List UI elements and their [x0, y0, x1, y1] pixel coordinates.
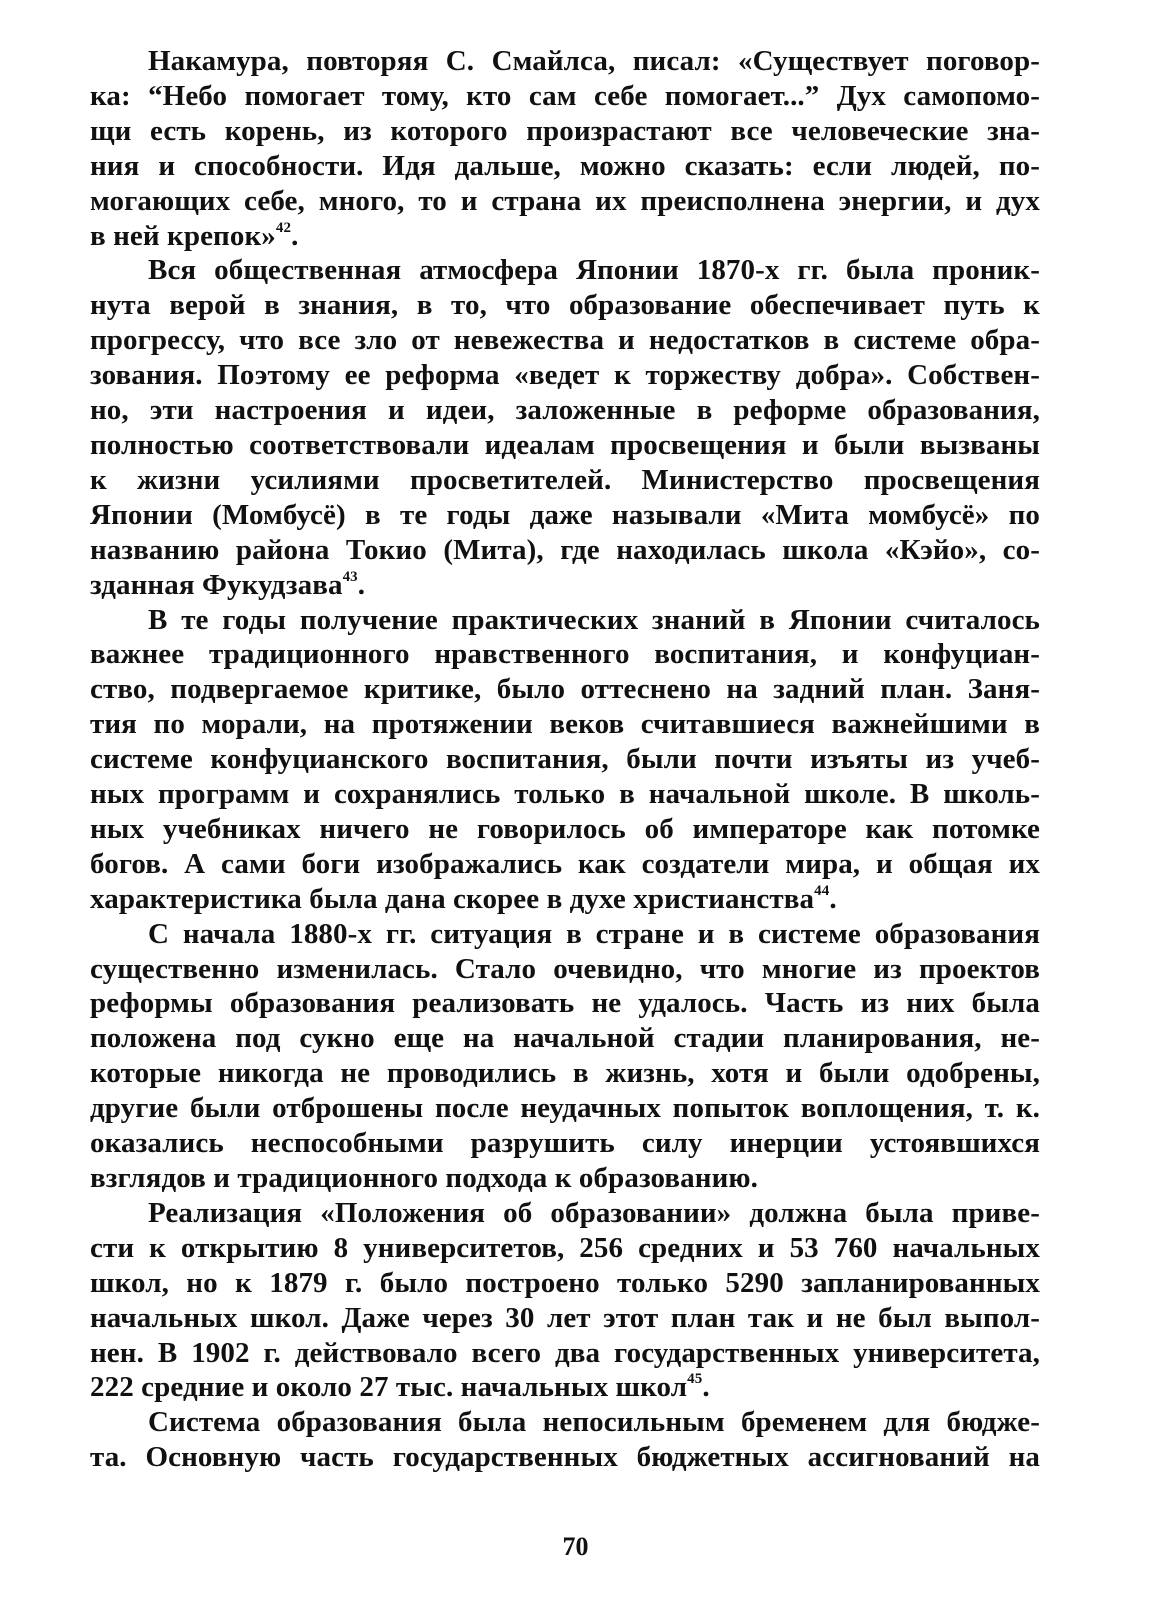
- text-line: [90, 358, 1040, 393]
- line-text: другие были отброшены после неудачных попыток воплощения, т. к.: [90, 1092, 1040, 1125]
- text-line: [90, 986, 1040, 1021]
- footnote-marker: 44: [814, 882, 830, 899]
- line-text: начальных школ. Даже через 30 лет этот план так и не был выпол-: [90, 1301, 1040, 1334]
- text-line: [90, 917, 1040, 952]
- text-line: [90, 1196, 1040, 1231]
- text-line: [90, 707, 1040, 742]
- text-line: [90, 184, 1040, 219]
- text-line: [90, 742, 1040, 777]
- line-text: школ, но к 1879 г. было построено только 5290 запланированных: [90, 1266, 1040, 1299]
- text-line: [90, 1056, 1040, 1091]
- line-text: Вся общественная атмосфера Японии 1870-х гг. была проник-: [148, 254, 1040, 287]
- line-text: богов. А сами боги изображались как создатели мира, и общая их: [90, 847, 1040, 880]
- line-text: полностью соответствовали идеалам просвещения и были вызваны: [90, 428, 1040, 461]
- line-text: зования. Поэтому ее реформа «ведет к торжеству добра». Собствен-: [90, 359, 1040, 392]
- text-line: [90, 672, 1040, 707]
- text-line: [90, 463, 1040, 498]
- line-text: тия по морали, на протяжении веков считавшиеся важнейшими в: [90, 708, 1040, 741]
- paragraph: [90, 1196, 1040, 1405]
- text-line: [90, 79, 1040, 114]
- line-text: названию района Токио (Мита), где находилась школа «Кэйо», со-: [90, 533, 1040, 566]
- line-text: Система образования была непосильным бременем для бюдже-: [148, 1406, 1040, 1439]
- text-line: [90, 1405, 1040, 1440]
- line-text: нен. В 1902 г. действовало всего два государственных университета,: [90, 1336, 1040, 1369]
- text-line: [90, 1301, 1040, 1336]
- line-text: ство, подвергаемое критике, было оттеснено на задний план. Заня-: [90, 673, 1040, 706]
- text-line: [90, 114, 1040, 149]
- text-line: [90, 1266, 1040, 1301]
- text-line: [90, 498, 1040, 533]
- line-tail: .: [291, 219, 299, 252]
- text-line: [90, 603, 1040, 638]
- text-line: [90, 1021, 1040, 1056]
- page-number: 70: [562, 1532, 589, 1561]
- line-text: Реализация «Положения об образовании» должна была приве-: [148, 1196, 1040, 1229]
- line-text: характеристика была дана скорее в духе христианства: [90, 882, 815, 915]
- line-text: Накамура, повторяя С. Смайлса, писал: «Существует поговор-: [148, 45, 1040, 77]
- line-text: щи есть корень, из которого произрастают все человеческие зна-: [90, 114, 1040, 147]
- text-line: [90, 1336, 1040, 1371]
- text-line: [90, 1126, 1040, 1161]
- line-text: положена под сукно еще на начальной стадии планирования, не-: [90, 1022, 1040, 1055]
- line-text: которые никогда не проводились в жизнь, хотя и были одобрены,: [90, 1057, 1040, 1090]
- line-text: Японии (Момбусё) в те годы даже называли «Мита момбусё» по: [90, 498, 1040, 531]
- text-line: [90, 149, 1040, 184]
- page-body: [90, 44, 1040, 1475]
- paragraph: [90, 44, 1040, 253]
- text-line: [90, 568, 1040, 603]
- text-line: [90, 882, 1040, 917]
- line-text: прогрессу, что все зло от невежества и недостатков в системе обра-: [90, 324, 1040, 357]
- text-line: [90, 952, 1040, 987]
- line-text: ка: “Небо помогает тому, кто сам себе помогает...” Дух самопомо-: [90, 79, 1040, 112]
- text-line: [90, 812, 1040, 847]
- line-text: оказались неспособными разрушить силу инерции устоявшихся: [90, 1127, 1040, 1160]
- line-text: к жизни усилиями просветителей. Министерство просвещения: [90, 463, 1040, 496]
- footnote-marker: 43: [342, 568, 358, 585]
- line-text: важнее традиционного нравственного воспитания, и конфуциан-: [90, 638, 1040, 671]
- text-line: [90, 1370, 1040, 1405]
- line-text: В те годы получение практических знаний в Японии считалось: [148, 603, 1040, 636]
- text-line: [90, 1161, 1040, 1196]
- line-text: ных учебниках ничего не говорилось об императоре как потомке: [90, 812, 1040, 845]
- paragraph: [90, 1405, 1040, 1475]
- line-text: взглядов и традиционного подхода к образованию.: [90, 1162, 758, 1194]
- line-tail: .: [702, 1371, 710, 1404]
- text-line: [90, 428, 1040, 463]
- text-line: [90, 393, 1040, 428]
- text-line: [90, 1440, 1040, 1475]
- text-line: [90, 44, 1040, 79]
- line-text: та. Основную часть государственных бюджетных ассигнований на: [90, 1441, 1040, 1474]
- line-text: ных программ и сохранялись только в начальной школе. В школь-: [90, 778, 1040, 811]
- text-line: [90, 637, 1040, 672]
- paragraph: [90, 253, 1040, 602]
- line-text: нута верой в знания, в то, что образование обеспечивает путь к: [90, 289, 1040, 322]
- text-line: [90, 288, 1040, 323]
- text-line: [90, 253, 1040, 288]
- text-line: [90, 1091, 1040, 1126]
- line-text: системе конфуцианского воспитания, были почти изъяты из учеб-: [90, 743, 1040, 776]
- line-text: ния и способности. Идя дальше, можно сказать: если людей, по-: [90, 149, 1040, 182]
- line-text: сти к открытию 8 университетов, 256 средних и 53 760 начальных: [90, 1231, 1040, 1264]
- line-text: но, эти настроения и идеи, заложенные в реформе образования,: [90, 394, 1040, 427]
- line-text: 222 средние и около 27 тыс. начальных школ: [90, 1371, 688, 1404]
- text-line: [90, 323, 1040, 358]
- line-text: в ней крепок»: [90, 219, 276, 252]
- footnote-marker: 42: [275, 219, 292, 236]
- line-text: могающих себе, много, то и страна их преисполнена энергии, и дух: [90, 184, 1040, 217]
- line-text: реформы образования реализовать не удалось. Часть из них была: [90, 987, 1040, 1020]
- line-tail: .: [357, 568, 366, 601]
- footnote-marker: 45: [687, 1371, 703, 1388]
- paragraph: [90, 603, 1040, 917]
- line-text: зданная Фукудзава: [90, 568, 343, 601]
- line-tail: .: [829, 882, 837, 915]
- paragraph: [90, 917, 1040, 1196]
- line-text: существенно изменилась. Стало очевидно, что многие из проектов: [90, 952, 1040, 985]
- text-line: [90, 777, 1040, 812]
- line-text: С начала 1880-х гг. ситуация в стране и в системе образования: [148, 917, 1040, 950]
- text-line: [90, 533, 1040, 568]
- text-line: [90, 1231, 1040, 1266]
- text-line: [90, 847, 1040, 882]
- text-line: [90, 219, 1040, 254]
